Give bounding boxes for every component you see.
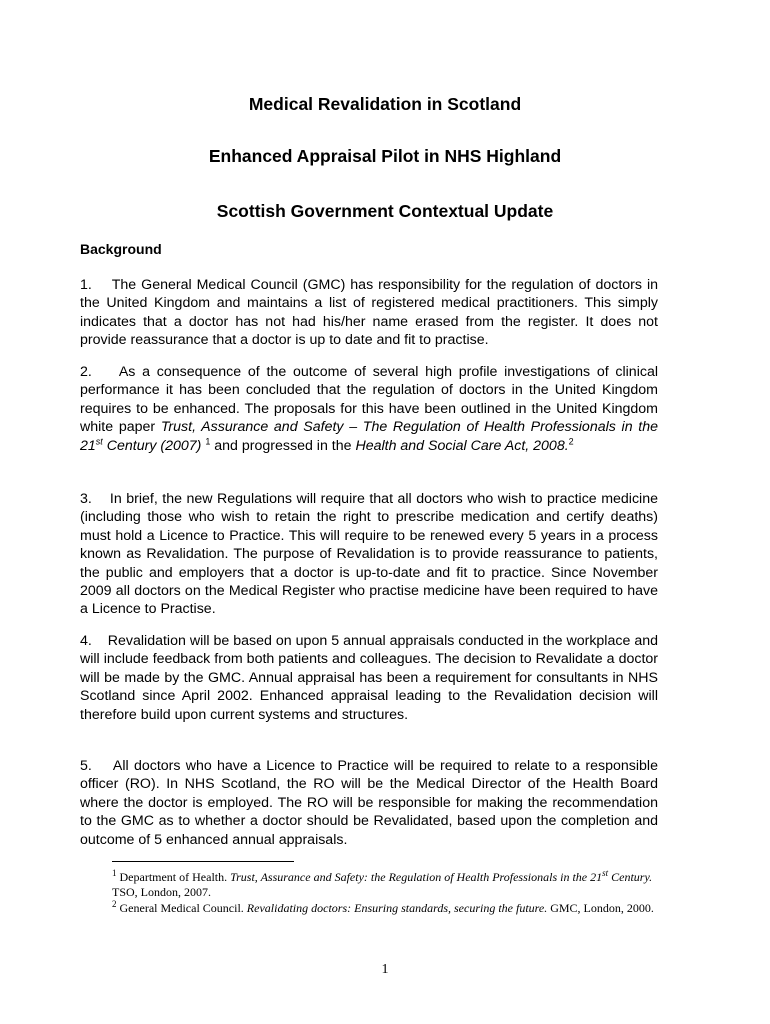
white-paper-title-text: Trust, Assurance and Safety – The Regulation of Health Professionals in the 21: [80, 419, 659, 454]
paragraph-text: Revalidation will be based on upon 5 annual appraisals conducted in the workplace and will include feedback from both patients and colleagues. The decision to Revalidate a doctor will be made by the GMC. Annual appraisal has been a requirement for consultants in NHS Scotland since April 2002. Enhanced appraisal leading to the Revalidation decision will therefore build upon current systems and structures.: [80, 633, 658, 723]
ordinal-superscript: st: [95, 435, 103, 446]
paragraph-1: [80, 276, 658, 350]
footnote-ref-1[interactable]: 1: [205, 435, 211, 446]
paragraph-text-cont: and progressed in the: [210, 437, 356, 454]
background-heading: Background: [80, 241, 162, 257]
paragraph-3: [80, 490, 658, 619]
document-section-title: Scottish Government Contextual Update: [216, 201, 554, 221]
footnote-title-end: Century.: [608, 870, 653, 884]
paragraph-text: In brief, the new Regulations will require that all doctors who wish to practice medicine (including those who wish to retain the right to prescribe medication and certify deaths) must hold a Licence to Practice. This will require to be renewed every 5 years in a process known as Revalidation. The purpose of Revalidation is to provide reassurance to patients, the public and employers that a doctor is up-to-date and fit to practice. Since November 2009 all doctors on the Medical Register who practise medicine have been required to have a Licence to Practise.: [80, 491, 658, 618]
page-number: 1: [381, 962, 389, 977]
ordinal-superscript: st: [602, 868, 609, 878]
paragraph-2: [80, 363, 658, 455]
act-title: Health and Social Care Act, 2008.: [355, 437, 569, 454]
footnote-marker: 1: [112, 868, 117, 878]
paragraph-text: The General Medical Council (GMC) has responsibility for the regulation of doctors in the United Kingdom and maintains a list of registered medical practitioners. This simply indicates that a doctor has not had his/her name erased from the register. It does not provide reassurance that a doctor is up to date and fit to practise.: [80, 277, 658, 349]
footnote-text: General Medical Council.: [116, 900, 247, 915]
paragraph-number: 2.: [80, 364, 92, 380]
paragraph-number: 5.: [80, 758, 92, 774]
footnotes: [112, 870, 658, 916]
footnote-1: [112, 870, 658, 901]
footnote-publisher: GMC, London, 2000.: [547, 900, 654, 915]
footnote-2: [112, 898, 658, 916]
footnote-title: [230, 870, 652, 884]
paragraph-5: [80, 757, 658, 849]
paragraph-text: All doctors who have a Licence to Practice will be required to relate to a responsible officer (RO). In NHS Scotland, the RO will be the Medical Director of the Health Board where the doctor is employed. The RO will be responsible for making the recommendation to the GMC as to whether a doctor should be Revalidated, based upon the completion and outcome of 5 enhanced annual appraisals.: [80, 758, 658, 848]
document-subtitle: Enhanced Appraisal Pilot in NHS Highland: [208, 146, 562, 166]
footnote-divider: [112, 861, 294, 862]
paragraph-number: 4.: [80, 633, 92, 649]
paragraph-text: As a consequence of the outcome of several high profile investigations of clinical performance it has been concluded that the regulation of doctors in the United Kingdom requires to be enhanced. The proposals for this have been outlined in the United Kingdom white paper: [80, 364, 658, 436]
footnote-title: Revalidating doctors: Ensuring standards, securing the future.: [246, 900, 548, 915]
paragraph-number: 1.: [80, 277, 92, 293]
paragraph-4: [80, 632, 658, 724]
footnote-ref-2[interactable]: 2: [568, 435, 574, 446]
footnote-text: Department of Health.: [116, 870, 231, 884]
footnote-marker: 2: [112, 898, 117, 909]
white-paper-title-year: Century (2007): [102, 437, 206, 454]
paragraph-number: 3.: [80, 491, 92, 507]
document-title: Medical Revalidation in Scotland: [248, 94, 522, 114]
footnote-publisher: TSO, London, 2007.: [112, 885, 211, 900]
footnote-title-text: Trust, Assurance and Safety: the Regulation of Health Professionals in the 21: [230, 870, 603, 884]
